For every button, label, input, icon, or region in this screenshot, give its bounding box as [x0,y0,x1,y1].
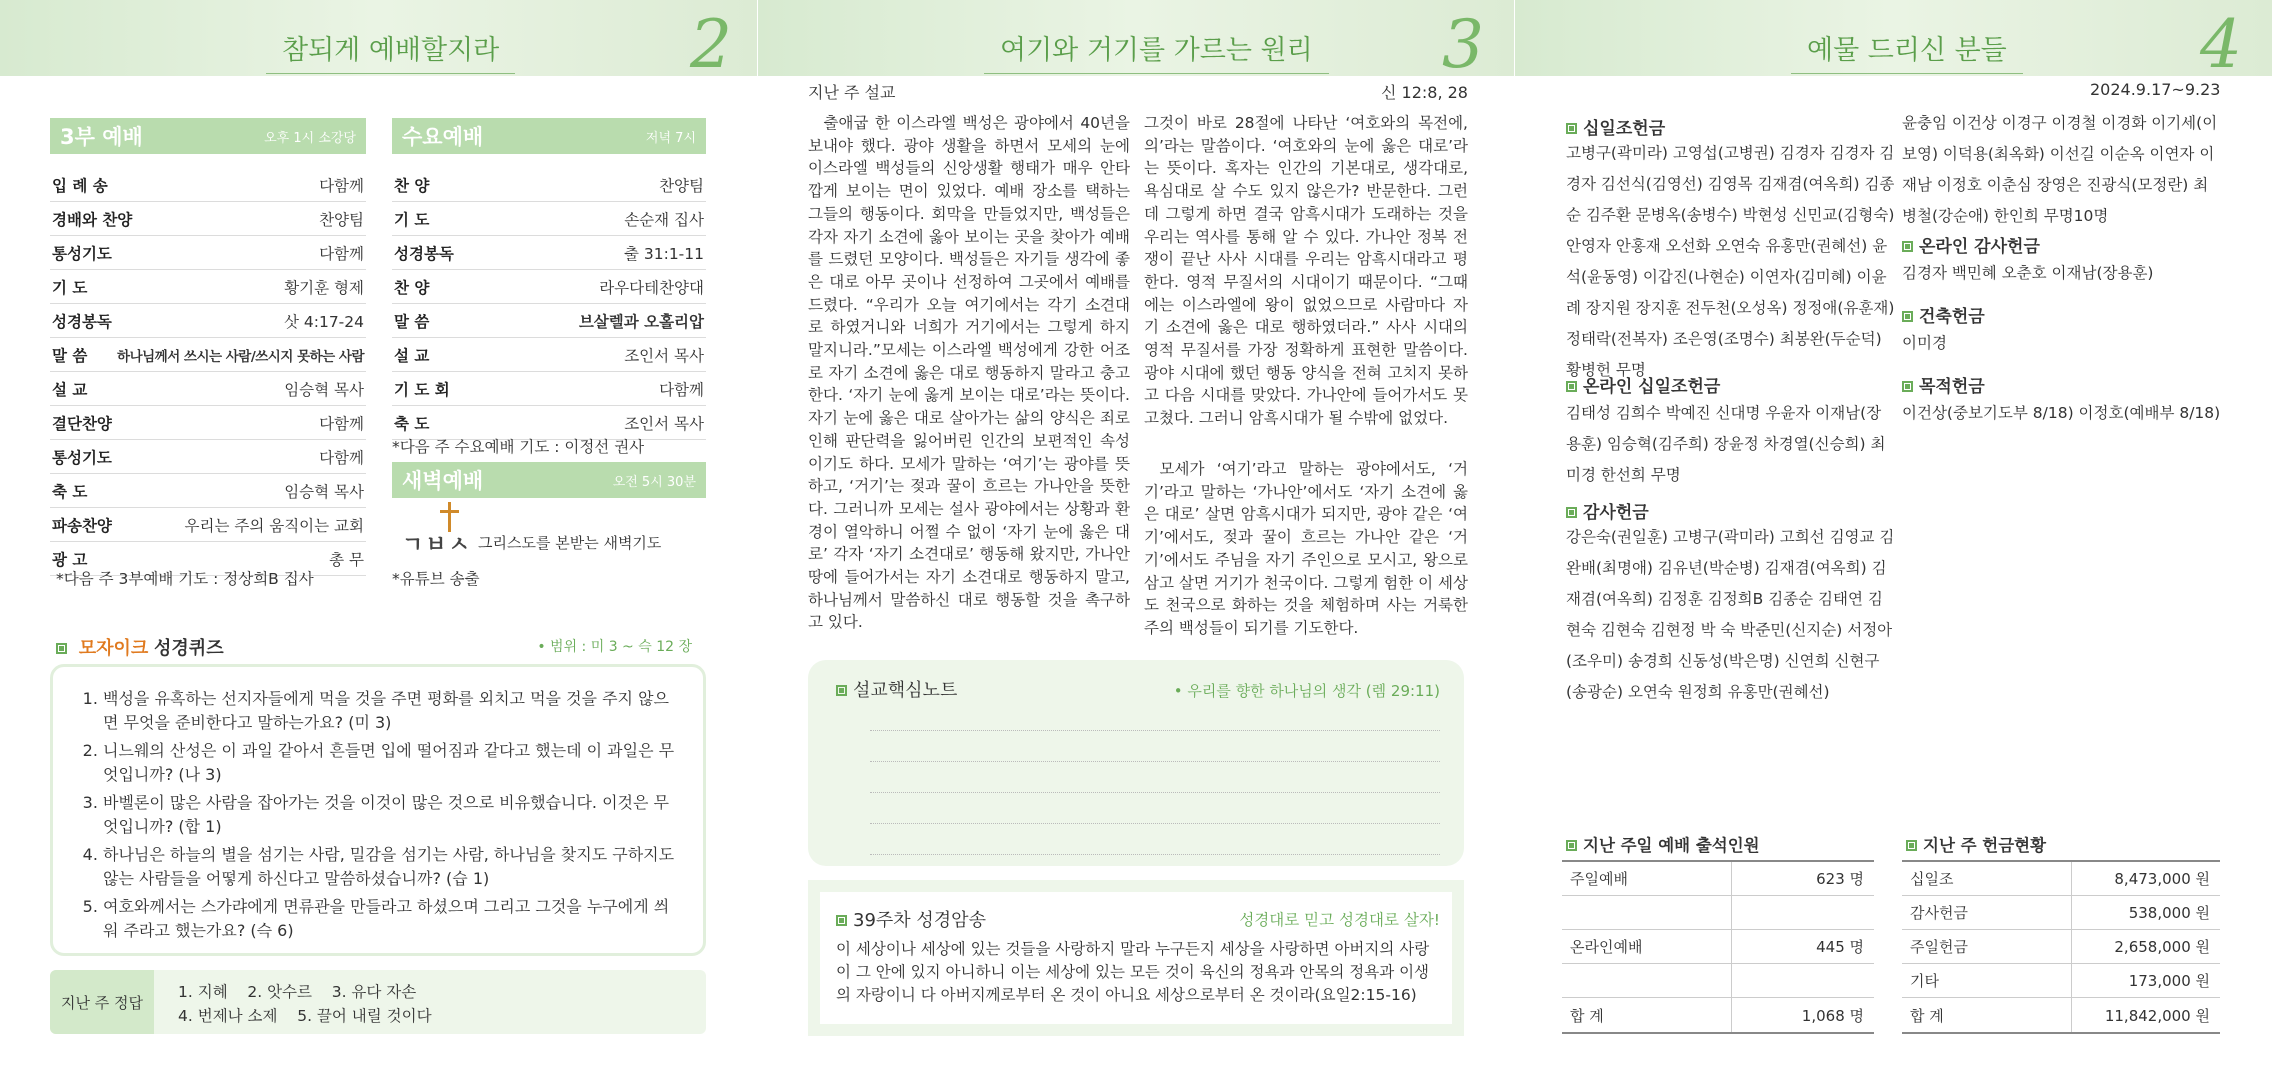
building-names: 이미경 [1902,334,1947,352]
order-row: 기 도 회 다함께 [392,372,706,406]
square-bullet-icon [1902,311,1913,322]
square-bullet-icon [836,685,847,696]
square-bullet-icon [1566,123,1577,134]
sermon-note-verse: • 우리를 향한 하나님의 생각 (렘 29:11) [1173,682,1440,700]
online-thanks-names: 김경자 백민혜 오춘호 이재남(장용훈) [1902,264,2154,282]
dawn-title: 새벽예배 [402,469,484,493]
sermon-note-heading [836,676,957,702]
purpose-heading: 목적헌금 [1902,372,1985,397]
order-row: 축 도 임승혁 목사 [50,474,366,508]
tithe-names: 고병구(곽미라) 고영섭(고병권) 김경자 김경자 김경자 김선식(김영선) 김영목 김재겸(여옥희) 김종순 김주환 문병옥(송병수) 박현성 신민교(김형숙) 안영자 안홍재 오선화 오연숙 유홍만(권혜선) 윤 석(윤동영) 이갑진(나현순) 이연자(김미혜) 이윤례 장지원 장지훈 전두천(오성옥) 정정애(유훈재) 정태락(전복자) 조은영(조명수) 최봉완(두순덕) 황병헌 무명 [1566,144,1895,379]
table-row: 기타 173,000 원 [1902,964,2220,998]
table-row: 합 계 1,068 명 [1562,998,1874,1032]
header-band-p4 [1515,0,2272,76]
wednesday-time: 저녁 7시 [645,130,696,146]
memory-box [808,880,1464,1036]
memory-heading [836,906,986,932]
square-bullet-icon [1566,381,1577,392]
order-row: 통성기도 다함께 [50,236,366,270]
quiz-box [50,664,706,956]
attendance-heading: 지난 주일 예배 출석인원 [1566,832,1760,856]
sermon-label: 지난 주 설교 [808,83,896,102]
sermon-col2b: 모세가 ‘여기’라고 말하는 광야에서도, ‘거기’라고 말하는 ‘가나안’에서도 ‘자기 소견에 옳은 대로’ 살면 암흑시대가 되지만, 광야 같은 ‘여기’에서도, 젖과 꿀이 흐르는 가나안 같은 ‘거기’에서도 주님을 자기 주인으로 모시고, 왕으로 삼고 살면 거기가 천국이다. 그렇게 험한 이 세상도 천국으로 화하는 것을 체험하며 사는 거룩한 주의 백성들이 되기를 기도한다. [1144,460,1468,637]
quiz-brand: 모자이크 [78,638,149,659]
page-title: 여기와 거기를 가르는 원리 [984,28,1329,74]
thanks-heading: 감사헌금 [1566,498,1649,523]
logo-mark: ㄱㅂㅅ [402,533,472,558]
sermon-ref: 신 12:8, 28 [1380,83,1468,102]
online-tithe-names: 김태성 김희수 박예진 신대명 우윤자 이재남(장용훈) 임승혁(김주희) 장윤정 차경열(신승희) 최미경 한선희 무명 [1566,404,1886,484]
page-number: 3 [1442,6,1484,76]
header-band-p2 [0,0,757,76]
offering-date: 2024.9.17~9.23 [2090,80,2221,99]
answers-line1: 1. 지혜 2. 앗수르 3. 유다 자손 [178,983,417,1001]
dawn-header [392,462,706,498]
quiz-title: 성경퀴즈 [154,638,224,659]
quiz-question: 2. 니느웨의 산성은 이 과일 같아서 흔들면 입에 떨어짐과 같다고 했는데 이 과일은 무엇입니까? (나 3) [103,739,681,787]
square-bullet-icon [1906,840,1917,851]
answers-box [50,970,706,1034]
square-bullet-icon [836,915,847,926]
square-bullet-icon [56,643,67,654]
table-row: 주일예배 623 명 [1562,862,1874,896]
sermon-note-box [808,660,1464,866]
order-row: 찬 양 찬양팀 [392,168,706,202]
order-row: 성경봉독 삿 4:17-24 [50,304,366,338]
sermon-col1: 출애굽 한 이스라엘 백성은 광야에서 40년을 보내야 했다. 광야 생활을 하면서 모세의 눈에 이스라엘 백성들의 신앙생활 행태가 매우 안타깝게 보이는 면이 있었다. 예배 장소를 택하는 그들의 행동이다. 회막을 만들었지만, 백성들은 각자 자기 소견에 옳아 보이는 곳을 찾아가 예배를 드렸던 모양이다. 백성들은 자기들 생각에 좋은 대로 아무 곳이나 선정하여 그곳에서 예배를 드렸다. “우리가 오늘 여기에서는 각기 소견대로 하였거니와 너희가 거기에서는 그렇게 하지 말지니라.”모세는 이스라엘 백성에게 강한 어조로 자기 소견에 옳은 대로 행동하지 말라고 충고한다. ‘자기 눈에 옳게 보이는 대로’라는 뜻이다. 자기 눈에 옳은 대로 살아가는 삶의 양식은 죄로 인해 판단력을 잃어버린 인간의 보편적인 속성이기도 하다. 모세가 말하는 ‘여기’는 광야를 뜻하고, ‘거기’는 젖과 꿀이 흐르는 가나안을 뜻한다. 그러니까 모세는 설사 광야에서는 상황과 환경이 열악하니 어쩔 수 없이 ‘자기 눈에 옳은 대로’ 각자 ‘자기 소견대로’ 행동해 왔지만, 가나안 땅에 들어가서는 자기 소견대로 행동하지 말고, 하나님께서 말씀하신 대로 행동할 것을 촉구하고 있다. [808,114,1130,632]
page-number: 4 [2200,6,2242,76]
memory-inner [820,892,1452,1024]
wednesday-order [392,168,706,440]
order-row: 결단찬양 다함께 [50,406,366,440]
wednesday-title: 수요예배 [402,125,484,149]
dawn-note: *유튜브 송출 [392,570,480,588]
order-row: 파송찬양 우리는 주의 움직이는 교회 [50,508,366,542]
note-lines [870,700,1440,855]
header-band-p3 [758,0,1514,76]
quiz-question: 5. 여호와께서는 스가랴에게 면류관을 만들라고 하셨으며 그리고 그것을 누구에게 씌워 주라고 했는가요? (슥 6) [103,895,681,943]
tithe-heading: 십일조헌금 [1566,114,1665,139]
quiz-heading [56,634,692,660]
order-row: 성경봉독 출 31:1-11 [392,236,706,270]
money-table [1902,860,2220,1034]
order-row: 말 씀 하나님께서 쓰시는 사람/쓰시지 못하는 사람 [50,338,366,372]
answers-label: 지난 주 정답 [50,970,154,1034]
memory-verse: 이 세상이나 세상에 있는 것들을 사랑하지 말라 누구든지 세상을 사랑하면 아버지의 사랑이 그 안에 있지 아니하니 이는 세상에 있는 모든 것이 육신의 정욕과 안목의 정욕과 이생의 자랑이니 다 아버지께로부터 온 것이 아니요 세상으로부터 온 것이라(요일2:15-16) [836,940,1430,1004]
cross-icon-bar [440,510,459,513]
service3-note: *다음 주 3부예배 기도 : 정상희B 집사 [56,570,314,588]
quiz-question: 3. 바벨론이 많은 사람을 잡아가는 것을 이것이 많은 것으로 비유했습니다. 이것은 무엇입니까? (합 1) [103,791,681,839]
wednesday-note: *다음 주 수요예배 기도 : 이정선 권사 [392,438,645,456]
order-row: 기 도 손순재 집사 [392,202,706,236]
logo-text: 그리스도를 본받는 새벽기도 [478,534,662,552]
order-row: 설 교 조인서 목사 [392,338,706,372]
square-bullet-icon [1566,840,1577,851]
wednesday-header [392,118,706,154]
table-row: 합 계 11,842,000 원 [1902,998,2220,1032]
order-row: 찬 양 라우다테찬양대 [392,270,706,304]
service3-title: 3부 예배 [60,125,143,149]
purpose-names: 이건상(중보기도부 8/18) 이정호(예배부 8/18) [1902,404,2221,422]
order-row: 경배와 찬양 찬양팀 [50,202,366,236]
table-row [1562,896,1874,930]
sermon-col2a: 그것이 바로 28절에 나타난 ‘여호와의 목전에, 의’라는 말씀이다. ‘여호와의 눈에 옳은 대로’라는 뜻이다. 혹자는 인간의 기본대로, 생각대로, 욕심대로 살 수도 있지 않은가? 반문한다. 그런데 그렇게 하면 결국 암흑시대가 도래하는 것을 우리는 역사를 통해 알 수 있다. 가나안 정복 전쟁이 끝난 사사 시대를 우리는 암흑시대라고 평한다. 영적 무질서의 시대이기 때문이다. “그때에는 이스라엘에 왕이 없었으므로 사람마다 자기 소견에 옳은 대로 행하였더라.” 사사 시대의 영적 무질서를 가장 정확하게 표현한 말씀이다. 광야 시대에 했던 행동 양식을 전혀 고치지 못하고 다음 시대를 맞았다. 가나안에 들어가서도 못 고쳤다. 그러니 암흑시대가 될 수밖에 없었다. [1144,114,1468,428]
order-row: 축 도 조인서 목사 [392,406,706,440]
table-row: 온라인예배 445 명 [1562,930,1874,964]
memory-motto: 성경대로 믿고 성경대로 살자! [1239,911,1440,929]
answers-line2: 4. 번제나 소제 5. 끌어 내릴 것이다 [178,1007,432,1025]
thanks-names: 강은숙(권일훈) 고병구(곽미라) 고희선 김영교 김완배(최명애) 김유년(박순병) 김재겸(여옥희) 김재겸(여옥희) 김정훈 김정희B 김종순 김태연 김현숙 김현숙 김현정 박 숙 박준민(신지순) 서정아(조우미) 송경희 신동성(박은명) 신연희 신현구(송광순) 오연숙 원정희 유홍만(권혜선) [1566,528,1895,701]
dawn-time: 오전 5시 30분 [612,474,696,490]
order-row: 입 례 송 다함께 [50,168,366,202]
attendance-table [1562,860,1874,1034]
online-thanks-heading: 온라인 감사헌금 [1902,232,2040,257]
online-tithe-heading: 온라인 십일조헌금 [1566,372,1720,397]
building-heading: 건축헌금 [1902,302,1985,327]
square-bullet-icon [1566,507,1577,518]
page-title: 예물 드리신 분들 [1791,28,2023,74]
service3-header [50,118,366,154]
memory-title: 39주차 성경암송 [853,910,986,931]
dawn-logo [400,502,706,560]
table-row [1562,964,1874,998]
order-row: 기 도 황기훈 형제 [50,270,366,304]
quiz-question: 4. 하나님은 하늘의 별을 섬기는 사람, 밀감을 섬기는 사람, 하나님을 찾지도 구하지도 않는 사람들을 어떻게 하신다고 말씀하셨습니까? (습 1) [103,843,681,891]
sermon-note-title: 설교핵심노트 [853,680,958,701]
page-title: 참되게 예배할지라 [266,28,515,74]
order-row: 통성기도 다함께 [50,440,366,474]
order-row: 광 고 총 무 [50,542,366,576]
square-bullet-icon [1902,381,1913,392]
money-heading: 지난 주 헌금현황 [1906,832,2046,856]
service3-time: 오후 1시 소강당 [264,130,356,146]
tithe-names-continued: 윤충임 이건상 이경구 이경철 이경화 이기세(이보영) 이덕용(최옥화) 이선길 이순옥 이연자 이재남 이정호 이춘심 장영은 진광식(모정란) 최병철(강순애) 한인희 무명10명 [1902,114,2218,225]
service3-order [50,168,366,576]
table-row: 십일조 8,473,000 원 [1902,862,2220,896]
square-bullet-icon [1902,241,1913,252]
quiz-question: 1. 백성을 유혹하는 선지자들에게 먹을 것을 주면 평화를 외치고 먹을 것을 주지 않으면 무엇을 준비한다고 말하는가요? (미 3) [103,687,681,735]
order-row: 설 교 임승혁 목사 [50,372,366,406]
order-row: 말 씀 브살렐과 오홀리압 [392,304,706,338]
table-row: 감사헌금 538,000 원 [1902,896,2220,930]
table-row: 주일헌금 2,658,000 원 [1902,930,2220,964]
page-number: 2 [690,6,732,76]
quiz-range: • 범위 : 미 3 ~ 슥 12 장 [537,639,692,655]
